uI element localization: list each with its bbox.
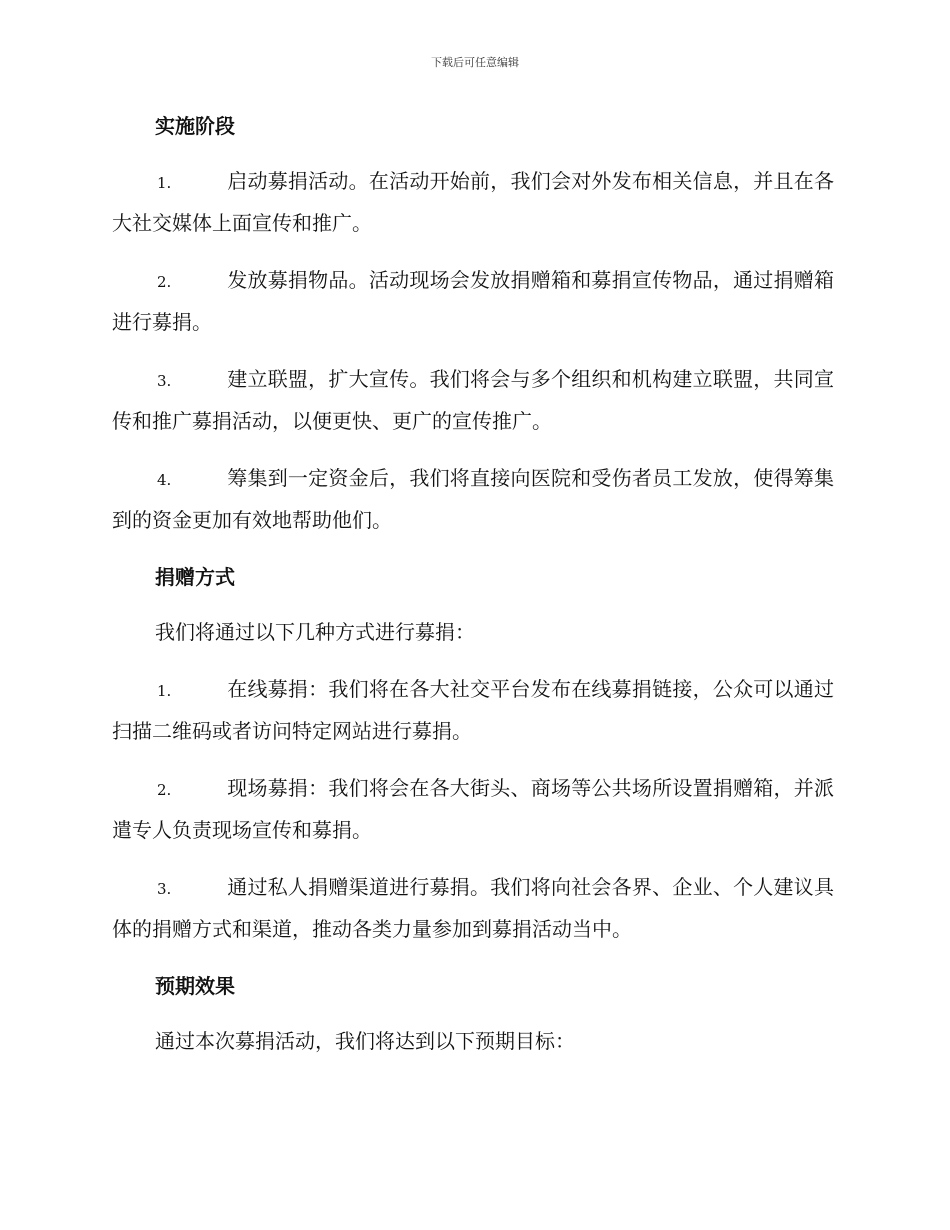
list-text: 发放募捐物品。活动现场会发放捐赠箱和募捐宣传物品，通过捐赠箱进行募捐。 bbox=[112, 268, 834, 334]
list-text: 在线募捐：我们将在各大社交平台发布在线募捐链接，公众可以通过扫描二维码或者访问特定网站进行募捐。 bbox=[112, 677, 834, 743]
section-heading-donation: 捐赠方式 bbox=[155, 565, 235, 589]
document-body bbox=[112, 106, 834, 1078]
list-number: 2. bbox=[157, 273, 172, 291]
section-heading-implementation: 实施阶段 bbox=[155, 114, 235, 138]
section-intro-donation: 我们将通过以下几种方式进行募捐： bbox=[155, 620, 475, 644]
list-number: 3. bbox=[157, 880, 172, 898]
list-number: 1. bbox=[157, 682, 172, 700]
header-note: 下载后可任意编辑 bbox=[431, 56, 519, 69]
list-item bbox=[112, 161, 834, 243]
list-text: 建立联盟，扩大宣传。我们将会与多个组织和机构建立联盟，共同宣传和推广募捐活动，以便更快、更广的宣传推广。 bbox=[112, 367, 834, 433]
list-item bbox=[112, 867, 834, 949]
list-item bbox=[112, 260, 834, 342]
list-text: 现场募捐：我们将会在各大街头、商场等公共场所设置捐赠箱，并派遣专人负责现场宣传和募捐。 bbox=[112, 776, 834, 842]
list-text: 筹集到一定资金后，我们将直接向医院和受伤者员工发放，使得筹集到的资金更加有效地帮助他们。 bbox=[112, 466, 834, 532]
list-number: 3. bbox=[157, 372, 172, 390]
list-text: 启动募捐活动。在活动开始前，我们会对外发布相关信息，并且在各大社交媒体上面宣传和推广。 bbox=[112, 169, 834, 235]
list-item bbox=[112, 458, 834, 540]
list-item bbox=[112, 669, 834, 751]
list-number: 1. bbox=[157, 174, 172, 192]
list-number: 4. bbox=[157, 471, 172, 489]
list-text: 通过私人捐赠渠道进行募捐。我们将向社会各界、企业、个人建议具体的捐赠方式和渠道，推动各类力量参加到募捐活动当中。 bbox=[112, 875, 834, 941]
list-number: 2. bbox=[157, 781, 172, 799]
list-item bbox=[112, 359, 834, 441]
section-intro-expected: 通过本次募捐活动，我们将达到以下预期目标： bbox=[155, 1029, 575, 1053]
section-heading-expected: 预期效果 bbox=[155, 974, 235, 998]
list-item bbox=[112, 768, 834, 850]
